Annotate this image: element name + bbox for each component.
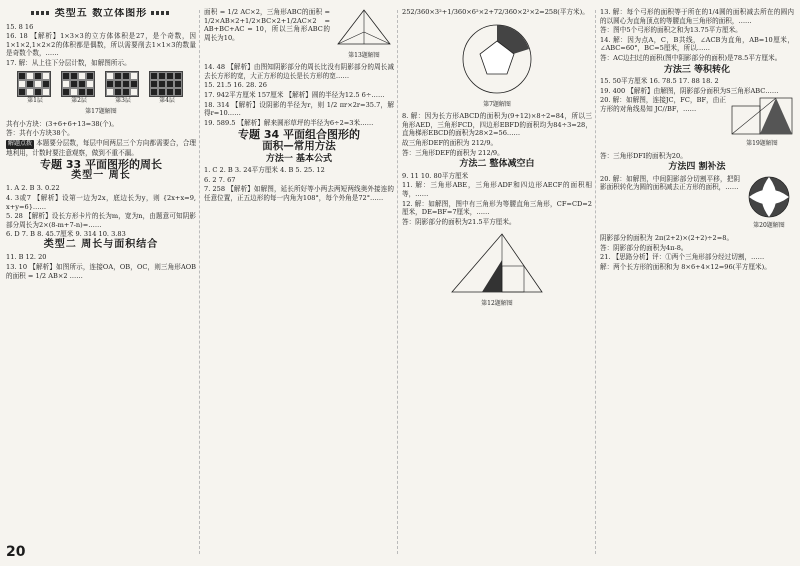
column-2 [204,8,394,556]
answer-line: 14. 48 【解析】由图知阴影部分的周长比没有阴影部分的周长减去长方形的宽，大正方形的边长是长方形的宽…… [204,63,394,80]
method-heading: 方法三 等积转化 [663,64,731,75]
method-heading: 方法一 基本公式 [265,153,333,164]
answer-line: 答：图中5个弓形的面积之和为13.75平方厘米。 [600,26,742,35]
figure-caption: 第13题解图 [348,51,380,59]
answer-line: 17. 解：从上往下分层计数，如解图所示。 [6,58,131,67]
answer-line: 答：三角形DFI的面积为20。 [600,151,687,160]
answer-line: 252/360×3²+1/360×6²×2+72/360×2²×2=258(平方米)。 [402,8,589,16]
page-number: 20 [6,544,26,560]
answer-line: 答：共有小方块38个。 [6,129,74,138]
answer-line: 答：三角形DEF的面积为 212/9。 [402,148,504,157]
figure-caption: 第19题解图 [746,139,778,147]
answer-line: 1. C 2. B 3. 24平方厘米 4. B 5. 25. 12 [204,166,325,175]
answer-line: 11. 解：三角形ABE，三角形ADF和四边形AECF的面积相等，…… [402,181,592,198]
answer-line: 答：阴影部分的面积为21.5平方厘米。 [402,217,516,226]
answer-line: 答：AC边扫过的面积(图中阴影部分的面积)是78.5平方厘米。 [600,53,782,62]
layer-figure: 第1层 [17,71,53,106]
figure-caption: 第20题解图 [753,222,785,230]
answer-line: 18. 314 【解析】设阴影的半径为r，则 1/2 πr×2r=35.7，解得r=10…… [204,100,394,118]
layer-figure: 第4层 [149,71,185,106]
answer-line: 面积 = 1/2 AC×2，三角形ABC的面积 = 1/2×AB×2+1/2×BC×2+1/2AC×2 = AB+BC+AC = 10，所以三角形ABC的周长为10。 [204,8,330,42]
answer-line: 13. 解：每个弓形的面积等于所在的1/4圆的面积减去所在的圆内的以圆心为直角顶点的等腰直角三角形的面积，…… [600,8,794,25]
section-heading: 类型二 周长与面积结合 [43,238,159,250]
section-heading: 类型五 数立体图形 [6,10,196,19]
column-divider [199,10,200,554]
answer-line: 16. 18 【解析】1×3×3的立方体体积是27，是个奇数，因1×1×2,1×2×2的体积都是偶数，所以需要削去1×1×3的数量是奇数个数，…… [6,32,196,58]
layer-figures [6,71,196,106]
answer-line: 17. 942平方厘米 157厘米 【解析】圆的半径为12.5 6÷…… [204,90,385,99]
answer-line: 6. 2 7. 67 [204,175,236,184]
topic-heading: 专题 34 平面组合图形的 [238,128,360,142]
answer-line: 15. 21.5 16. 28. 26 [204,81,267,90]
answer-line: 5. 28 【解析】设长方形卡片的长为m，宽为n，由题意可知阴影部分周长为2×(8-m+7-n)=…… [6,212,196,229]
column-divider [595,10,596,554]
column-4 [600,8,794,556]
figure-caption: 第12题解图 [481,300,513,308]
answer-line: 共有小方块：(3+6+6+13=38(个)。 [6,119,118,128]
answer-line: 20. 解：如解图，连接JC，FC，BF，由正方形的对角线易知 JC//BF，…… [600,96,726,113]
answer-line: 9. 11 10. 80平方厘米 [402,171,469,180]
figure-caption: 第7题解图 [483,100,511,108]
answer-line: 答：阴影部分的面积为4π-8。 [600,243,688,252]
triangle-figure [334,8,394,48]
column-3 [402,8,592,556]
answer-line: 20. 解：如解图，中间阴影部分切割平移，把阴影面积转化为圆的面积减去正方形的面积，…… [600,174,740,192]
layer-figure: 第3层 [105,71,141,106]
answer-line: 14. 解：因为点A，C，B共线，∠ACB为直角，AB=10厘米，∠ABC=60°，BC=5厘米，所以…… [600,35,794,53]
answer-line: 4. 3或7 【解析】设第一边为2x，底边长为y，则 {2x+x=9, x+y=6}…… [6,193,196,211]
section-heading: 类型一 周长 [71,169,131,181]
answer-line: 7. 258 【解析】如解图，延长所好等小两去两短两线奥外接连的任意位置，正五边形的每一内角为108°，每个外角是72°…… [204,185,394,202]
answer-line: 故三角形DEF的面积为 212/9。 [402,138,498,147]
figure-caption: 第17题解图 [85,108,117,116]
answer-line: 6. D 7. B 8. 45.7厘米 9. 314 10. 3.83 [6,230,126,239]
answer-line: 19. 400 【解析】由解图，阴影部分面积为S三角形ABC…… [600,86,779,95]
circle-flower-figure [744,175,794,219]
right-triangle-figure [442,228,552,298]
answer-line: 解：两个长方形的面积和为 8×6+4×12=96(平方厘米)。 [600,262,771,271]
method-heading: 方法二 整体减空白 [459,159,535,170]
answer-line: 1. A 2. B 3. 0.22 [6,184,60,193]
topic-subheading: 面积—常用方法 [262,139,336,152]
method-heading: 方法四 割补法 [668,162,726,173]
pentagon-figure [452,19,542,99]
column-divider [397,10,398,554]
answer-line: 21. 【思路分析】评：①两个三角形部分经过切割，…… [600,253,765,262]
answer-line: 8. 解：因为长方形ABCD的面积为(9+12)×8÷2=84，所以三角形AED，三角形FCD，四边形EBFD的面积均为84÷3=28，直角梯形EBCD的面积为28×2=56…… [402,112,592,138]
answer-line: 15. 50平方厘米 16. 78.5 17. 88 18. 2 [600,77,719,86]
answer-line: 13. 10 【解析】如图所示，连接OA，OB，OC，则三角形AOB的面积 = 1/2 AB×2 …… [6,263,196,280]
topic-heading: 专题 33 平面图形的周长 [40,158,162,172]
layer-figure: 第2层 [61,71,97,106]
answer-line: 19. 589.5 【解析】解来圆形草坪的半径为6÷2=3米…… [204,118,374,127]
answer-line: 15. 8 16 [6,22,34,31]
answer-line: 阴影部分的面积为 2π(2+2)×(2+2)÷2=8。 [600,233,734,242]
squares-figure [730,96,794,136]
column-1 [6,8,196,556]
tip: 解题点拨 本题要分层数，每层中间两层三个方向都需要合，合理地利用，计数时要注意观察，做到不重不漏。 [6,138,196,157]
tip-tag: 解题点拨 [8,139,33,147]
answer-line: 11. B 12. 20 [6,253,47,262]
answer-line: 12. 解：如解图，图中有三角形为等腰直角三角形，CF=CD=2厘米，DE=BF=7厘米，…… [402,199,592,217]
